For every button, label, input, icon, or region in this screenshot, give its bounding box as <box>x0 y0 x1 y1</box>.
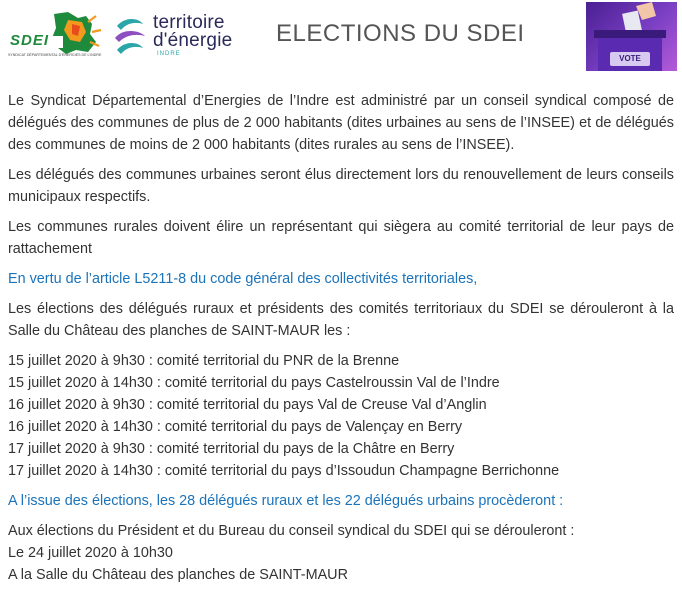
schedule-item: 17 juillet 2020 à 14h30 : comité territorial du pays d’Issoudun Champagne Berrichonne <box>8 463 560 479</box>
schedule-item: 16 juillet 2020 à 14h30 : comité territorial du pays de Valençay en Berry <box>8 419 463 435</box>
territoire-energie-logo <box>113 12 238 60</box>
urban-delegates-paragraph: Les délégués des communes urbaines seront élus directement lors du renouvellement de leurs conseils municipaux respectifs. <box>8 167 674 205</box>
schedule-item: 17 juillet 2020 à 9h30 : comité territorial du pays de la Châtre en Berry <box>8 441 455 457</box>
final-details <box>8 520 674 586</box>
sdei-logo <box>6 10 104 60</box>
te-logo-line1: territoire <box>153 12 225 33</box>
te-logo-line2: d'énergie <box>153 30 233 51</box>
article-reference: En vertu de l’article L5211-8 du code général des collectivités territoriales, <box>8 271 478 287</box>
schedule-item: 16 juillet 2020 à 9h30 : comité territorial du pays Val de Creuse Val d’Anglin <box>8 397 487 413</box>
final-line: Le 24 juillet 2020 à 10h30 <box>8 545 173 561</box>
intro-paragraph: Le Syndicat Départemental d’Energies de l’Indre est administré par un conseil syndical composé de délégués des communes de plus de 2 000 habitants (dites urbaines au sens de l’INSEE) et de délégués des communes de moins de 2 000 habitants (dites rurales au sens de l’INSEE). <box>8 93 674 153</box>
page-title: ELECTIONS DU SDEI <box>276 20 525 47</box>
schedule-list <box>8 350 674 482</box>
vote-label: VOTE <box>619 54 641 63</box>
elections-location-paragraph: Les élections des délégués ruraux et présidents des comités territoriaux du SDEI se dérouleront à la Salle du Château des planches de SAINT-MAUR les : <box>8 301 674 339</box>
issue-heading: A l’issue des élections, les 28 délégués ruraux et les 22 délégués urbains procèderont : <box>8 493 564 509</box>
sdei-logo-text: SDEI <box>10 32 50 49</box>
main-content <box>8 90 674 586</box>
te-logo-line3: INDRE <box>157 51 181 57</box>
vote-image <box>586 2 677 71</box>
page-header <box>0 0 682 78</box>
rural-communes-paragraph: Les communes rurales doivent élire un représentant qui siègera au comité territorial de leur pays de rattachement <box>8 219 674 257</box>
final-line: A la Salle du Château des planches de SAINT-MAUR <box>8 567 348 583</box>
schedule-item: 15 juillet 2020 à 9h30 : comité territorial du PNR de la Brenne <box>8 353 400 369</box>
schedule-item: 15 juillet 2020 à 14h30 : comité territorial du pays Castelroussin Val de l’Indre <box>8 375 500 391</box>
sdei-logo-subtitle: SYNDICAT DÉPARTEMENTAL D'ÉNERGIES DE L'INDRE <box>8 53 102 57</box>
final-line: Aux élections du Président et du Bureau du conseil syndical du SDEI qui se dérouleront : <box>8 523 575 539</box>
territoire-energie-mark <box>113 14 147 56</box>
